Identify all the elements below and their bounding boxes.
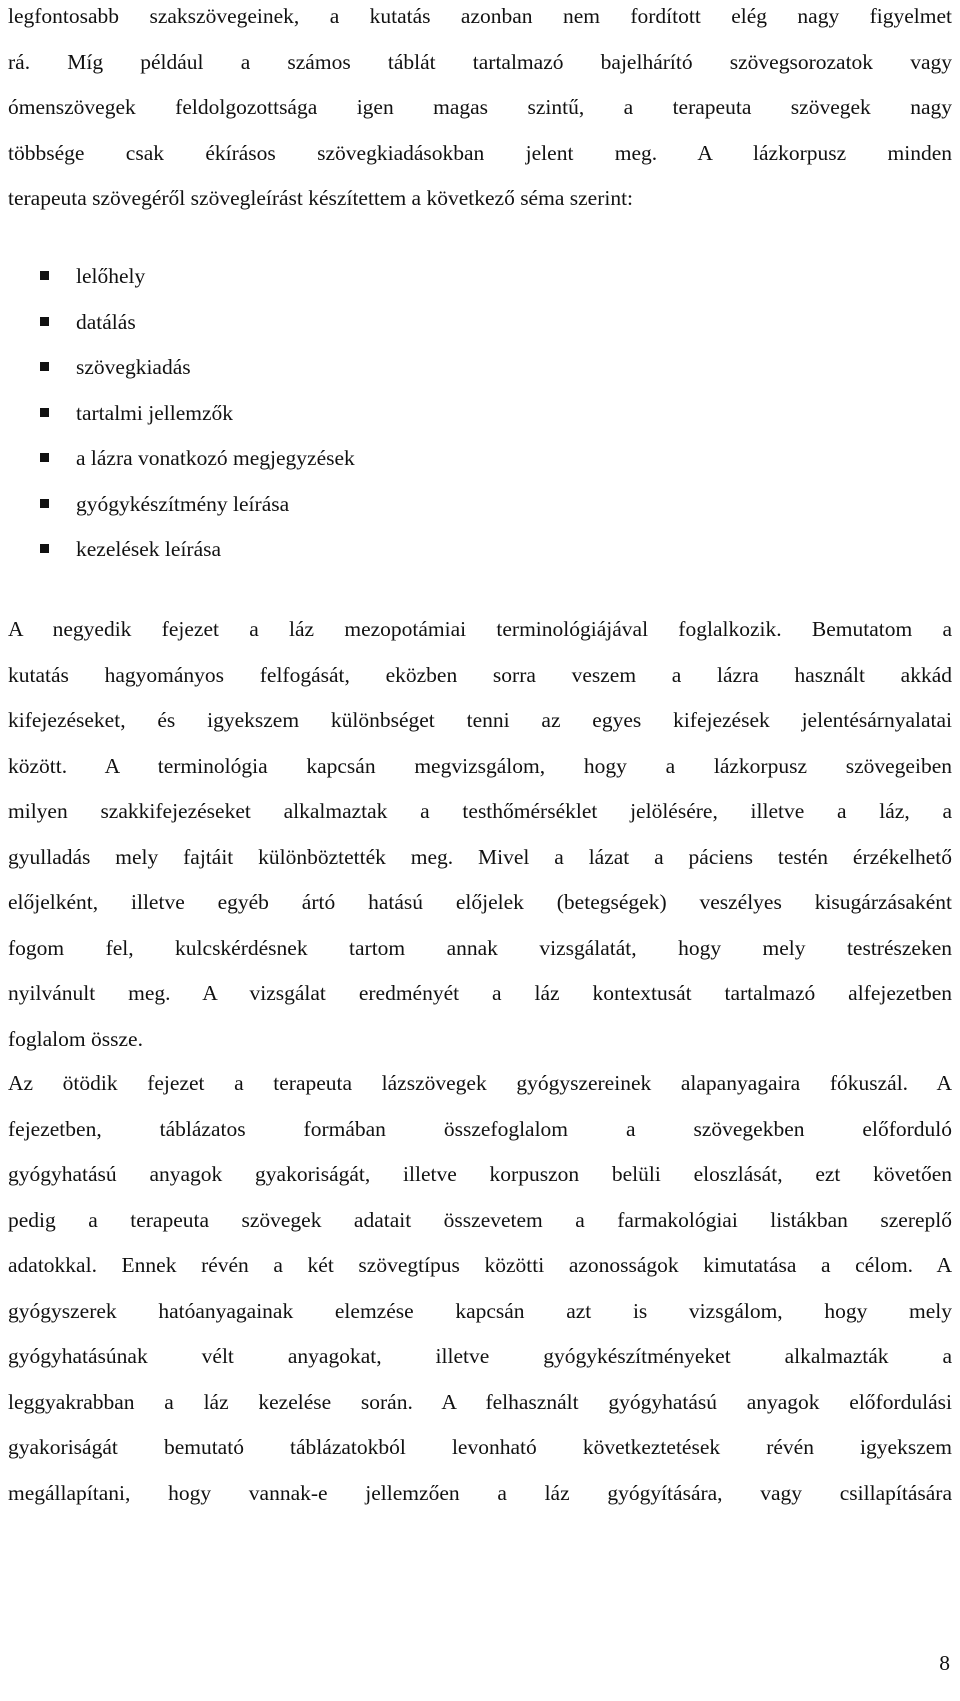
chapter5-line: gyógyszerek hatóanyagainak elemzése kapcsán azt is vizsgálom, hogy mely [8,1298,952,1323]
chapter4-line: nyilvánult meg. A vizsgálat eredményét a láz kontextusát tartalmazó alfejezetben [8,981,952,1005]
chapter5-line: pedig a terapeuta szövegek adatait összevetem a farmakológiai listákban szereplő [8,1207,952,1232]
intro-line: többsége csak ékírásos szövegkiadásokban jelent meg. A lázkorpusz minden [8,140,952,165]
list-item-label: szövegkiadás [76,355,191,379]
chapter5-line: leggyakrabban a láz kezelése során. A felhasznált gyógyhatású anyagok előfordulási [8,1389,952,1414]
list-item [0,482,960,528]
list-item [0,300,960,346]
list-item-label: a lázra vonatkozó megjegyzések [76,446,355,470]
list-item [0,391,960,437]
list-item-label: tartalmi jellemzők [76,400,234,425]
page-number: 8 [939,1651,950,1675]
list-item-label: datálás [76,309,136,334]
chapter4-line: kutatás hagyományos felfogását, eközben sorra veszem a lázra használt akkád [8,662,952,687]
square-bullet-icon [40,317,49,326]
square-bullet-icon [40,453,49,462]
chapter4-paragraph [8,607,952,1062]
chapter5-line: Az ötödik fejezet a terapeuta lázszövegek gyógyszereinek alapanyagaira fókuszál. A [8,1071,952,1095]
intro-line: rá. Míg például a számos táblát tartalmazó bajelhárító szövegsorozatok vagy [8,49,952,74]
square-bullet-icon [40,362,49,371]
square-bullet-icon [40,544,49,553]
chapter5-line: gyógyhatású anyagok gyakoriságát, illetve korpuszon belüli eloszlását, ezt követően [8,1162,952,1186]
chapter4-line: kifejezéseket, és igyekszem különbséget tenni az egyes kifejezések jelentésárnyalatai [8,708,952,732]
chapter4-line: fogom fel, kulcskérdésnek tartom annak vizsgálatát, hogy mely testrészeken [8,935,952,960]
square-bullet-icon [40,408,49,417]
square-bullet-icon [40,271,49,280]
chapter5-line: gyakoriságát bemutató táblázatokból levonható következtetések révén igyekszem [8,1435,952,1459]
chapter4-line: foglalom össze. [8,1026,143,1051]
list-item [0,436,960,482]
intro-paragraph [8,0,952,222]
chapter4-line: között. A terminológia kapcsán megvizsgálom, hogy a lázkorpusz szövegeiben [8,753,952,778]
chapter4-line: A negyedik fejezet a láz mezopotámiai terminológiájával foglalkozik. Bemutatom a [8,617,952,641]
chapter4-line: előjelként, illetve egyéb ártó hatású előjelek (betegségek) veszélyes kisugárzásaként [8,890,952,914]
chapter5-line: gyógyhatásúnak vélt anyagokat, illetve gyógykészítményeket alkalmazták a [8,1344,952,1368]
list-item [0,345,960,391]
chapter5-line: adatokkal. Ennek révén a két szövegtípus közötti azonosságok kimutatása a célom. A [8,1253,952,1277]
list-item [0,527,960,573]
chapter5-line: megállapítani, hogy vannak-e jellemzően a láz gyógyítására, vagy csillapítására [8,1480,952,1505]
list-item-label: kezelések leírása [76,537,222,561]
list-item-label: lelőhely [76,264,146,288]
chapter4-line: gyulladás mely fajtáit különböztették meg. Mivel a lázat a páciens testén érzékelhető [8,844,952,869]
intro-line: terapeuta szövegéről szövegleírást készítettem a következő séma szerint: [8,186,634,210]
schema-bullet-list [0,254,960,573]
intro-line: ómenszövegek feldolgozottsága igen magas szintű, a terapeuta szövegek nagy [8,95,952,119]
chapter4-line: milyen szakkifejezéseket alkalmaztak a testhőmérséklet jelölésére, illetve a láz, a [8,799,952,823]
list-item [0,254,960,300]
list-item-label: gyógykészítmény leírása [76,491,290,516]
chapter5-paragraph [8,1061,952,1516]
chapter5-line: fejezetben, táblázatos formában összefoglalom a szövegekben előforduló [8,1116,952,1141]
square-bullet-icon [40,499,49,508]
intro-line: legfontosabb szakszövegeinek, a kutatás azonban nem fordított elég nagy figyelmet [8,4,952,28]
